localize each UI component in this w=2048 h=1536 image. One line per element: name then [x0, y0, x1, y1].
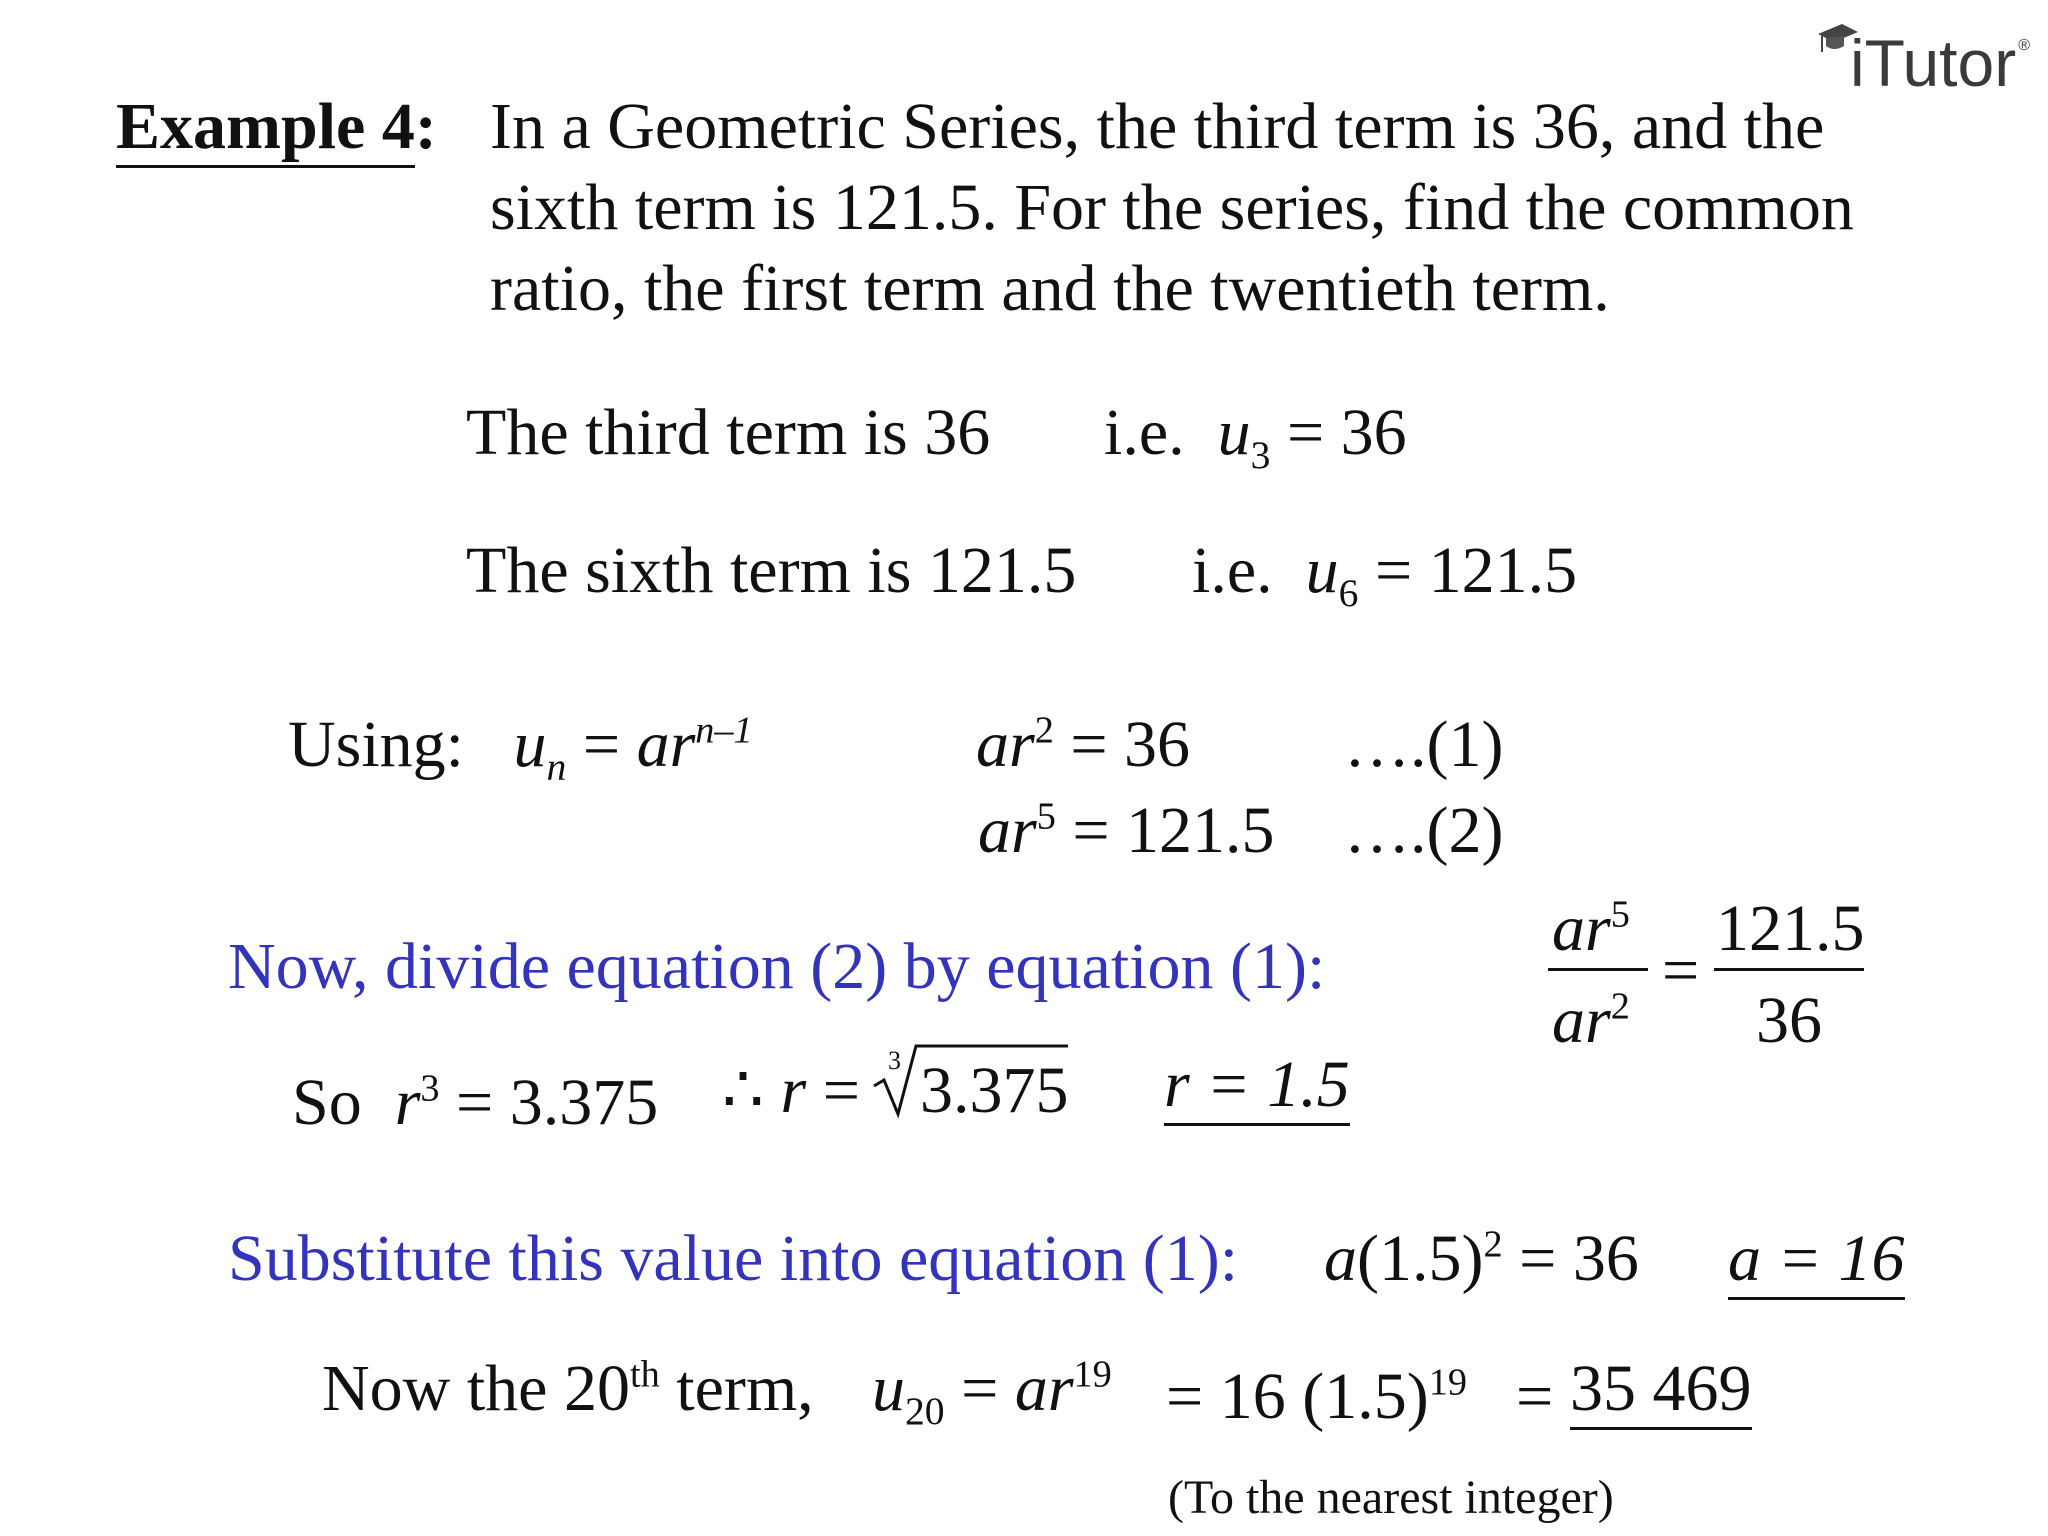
twentieth-term-answer: 35 469: [1570, 1356, 1752, 1422]
equation-2: $ar^5 = 121.5$: [978, 794, 1275, 867]
equation-1-tag: ….(1): [1344, 708, 1504, 781]
twentieth-term-equals: =: [1516, 1360, 1554, 1433]
fraction-right-bar: [1714, 968, 1864, 971]
problem-line-2: sixth term is 121.5. For the series, find the common: [490, 171, 1854, 244]
fraction-equals: =: [1662, 934, 1700, 1007]
example-heading: Example 4:: [116, 94, 437, 160]
using-formula: Using: $u_n = ar^{n-1}$: [288, 708, 753, 789]
fraction-left-bar: [1548, 968, 1648, 971]
substitute-expression: $a(1.5)^2 = 36$: [1324, 1222, 1639, 1295]
equation-1: $ar^2 = 36$: [976, 708, 1191, 781]
radicand: 3.375: [920, 1054, 1069, 1127]
fraction-left-denominator: $ar^2$: [1552, 984, 1630, 1057]
twentieth-term-formula: $u_{20} = ar^{19}$: [872, 1352, 1112, 1433]
sixth-term-eq: i.e. $u_6 = 121.5$: [1192, 534, 1578, 615]
example-label: Example 4: [116, 90, 415, 168]
problem-line-3: ratio, the first term and the twentieth term.: [490, 252, 1610, 325]
third-term-text: The third term is 36: [466, 396, 991, 469]
twentieth-term-calculation: = 16 $(1.5)^{19}$: [1166, 1360, 1467, 1433]
rounding-note: (To the nearest integer): [1168, 1471, 1614, 1524]
twentieth-term-label: Now the 20th term,: [322, 1352, 814, 1425]
fraction-left-numerator: $ar^5$: [1552, 892, 1630, 965]
third-term-eq: i.e. $u_3 = 36$: [1104, 396, 1407, 477]
a-answer: a = 16: [1728, 1226, 1905, 1292]
fraction-right-numerator: 121.5: [1716, 892, 1865, 965]
sixth-term-text: The sixth term is 121.5: [466, 534, 1077, 607]
equation-2-tag: ….(2): [1344, 794, 1504, 867]
divide-instruction: Now, divide equation (2) by equation (1):: [228, 930, 1326, 1003]
r-cube-root-expression: ∴ r =: [722, 1054, 860, 1127]
fraction-right-denominator: 36: [1756, 984, 1822, 1057]
r-cubed-equation: So $r^3 = 3.375$: [292, 1066, 659, 1139]
therefore-symbol: ∴: [722, 1054, 764, 1127]
r-answer: r = 1.5: [1164, 1052, 1350, 1118]
substitute-instruction: Substitute this value into equation (1):: [228, 1222, 1239, 1295]
root-index: 3: [888, 1046, 901, 1075]
problem-line-1: In a Geometric Series, the third term is 36, and the: [490, 90, 1825, 163]
itutor-logo: iTutor ®: [1849, 26, 2030, 100]
